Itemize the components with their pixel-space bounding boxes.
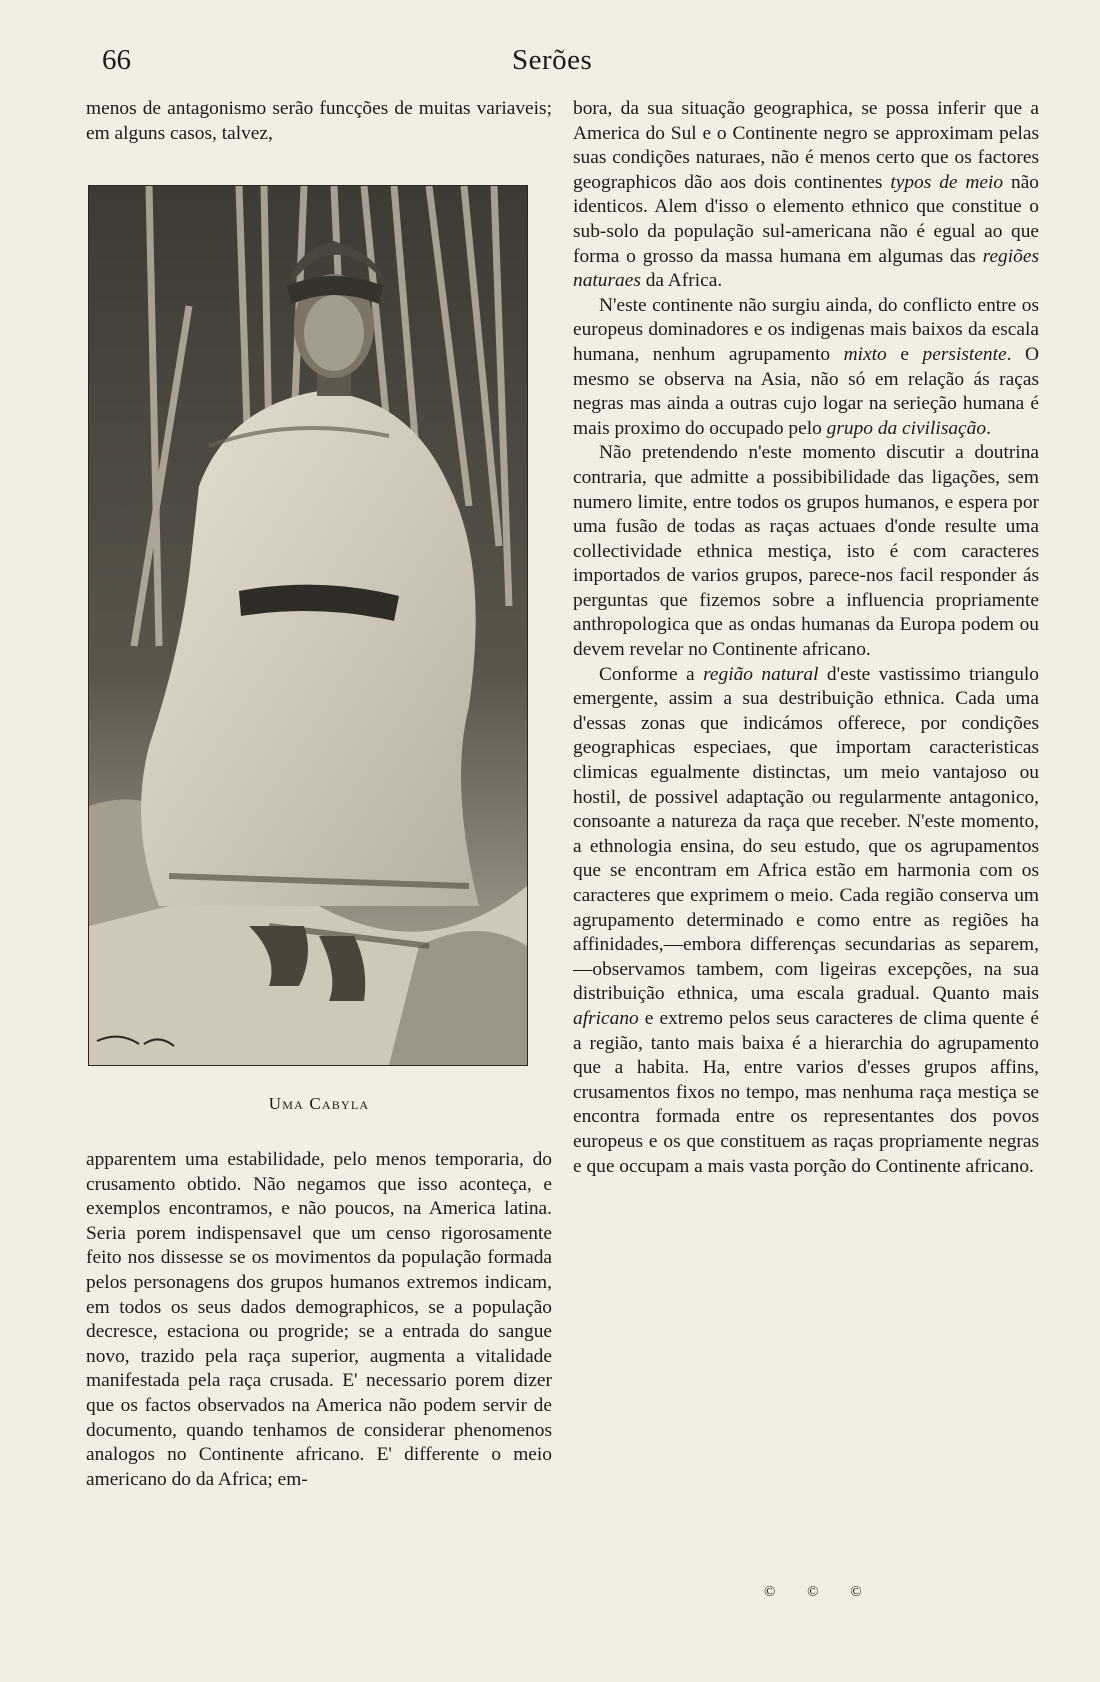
paragraph: menos de antagonismo serão funcções de muitas variaveis; em alguns casos, talvez, (86, 98, 552, 144)
photo-illustration (89, 186, 527, 1065)
right-column (573, 97, 1039, 1179)
left-column-bottom (86, 1148, 552, 1492)
end-ornament: © © © (764, 1584, 876, 1600)
photograph-seated-woman (88, 185, 528, 1066)
paragraph: Conforme a região natural d'este vastissimo triangulo emergente, assim a sua destribuição ethnica. Cada uma d'essas zonas que indicámos offerece, por condições geographicas especiaes, que importam caracteristicas climicas egualmente distinctas, um meio vantajoso ou hostil, de possivel adaptação ou regularmente antagonico, consoante a natureza da raça que receber. N'este momento, a ethnologia ensina, do seu estudo, que os agrupamentos que se encontram em Africa estão em harmonia com os caracteres que exprimem o meio. Cada região conserva um agrupamento determinado e como entre as regiões ha affinidades,—embora differenças secundarias as separem,—observamos tambem, com ligeiras excepções, na sua distribuição ethnica, uma escala gradual. Quanto mais africano e extremo pelos seus caracteres de clima quente é a região, tanto mais baixa é a hierarchia do agrupamento que a habita. Ha, entre varios d'esses grupos affins, crusamentos fixos no tempo, mas nenhuma raça mestiça se encontra formada entre os representantes dos povos europeus e os que constituem as raças propriamente negras e que occupam a mais vasta porção do Continente africano. (573, 663, 1039, 1177)
left-column-top (86, 97, 552, 146)
paragraph: bora, da sua situação geographica, se possa inferir que a America do Sul e o Continente negro se approximam pelas suas condições naturaes, não é menos certo que os factores geographicos dão aos dois continentes typos de meio não identicos. Alem d'isso o elemento ethnico que constitue o sub-solo da população sul-americana não é egual ao que forma o grosso da massa humana em algumas das regiões naturaes da Africa. (573, 98, 1039, 292)
photo-caption: Uma Cabyla (268, 1094, 370, 1113)
paragraph: apparentem uma estabilidade, pelo menos temporaria, do crusamento obtido. Não negamos que isso aconteça, e exemplos encontramos, e não poucos, na America latina. Seria porem indispensavel que um censo rigorosamente feito nos dissesse se os movimentos da população formada pelos personagens dos grupos humanos extremos indicam, em todos os seus dados demographicos, se a população decresce, estaciona ou progride; se a entrada do sangue novo, trazido pela raça superior, augmenta a vitalidade manifestada pela raça crusada. E' necessario porem dizer que os factos observados na America não podem servir de documento, quando tenhamos de considerar phenomenos analogos no Continente africano. E' differente o meio americano do da Africa; em- (86, 1149, 552, 1490)
page-number: 66 (102, 44, 131, 76)
running-head: Serões (512, 44, 593, 76)
paragraph: Não pretendendo n'este momento discutir a doutrina contraria, que admitte a possibibilidade das ligações, sem numero limite, entre todos os grupos humanos, e espera por uma fusão de todas as raças actuaes d'onde resulte uma collectividade ethnica mestiça, isto é com caracteres importados de varios grupos, parece-nos facil responder ás perguntas que fizemos sobre a influencia propriamente anthropologica que as ondas humanas da Europa podem ou devem revelar no Continente africano. (573, 442, 1039, 661)
paragraph: N'este continente não surgiu ainda, do conflicto entre os europeus dominadores e os indigenas mais baixos da escala humana, nenhum agrupamento mixto e persistente. O mesmo se observa na Asia, não só em relação ás raças negras mas ainda a outras cujo logar na serieção humana é mais proximo do occupado pelo grupo da civilisação. (573, 294, 1039, 439)
